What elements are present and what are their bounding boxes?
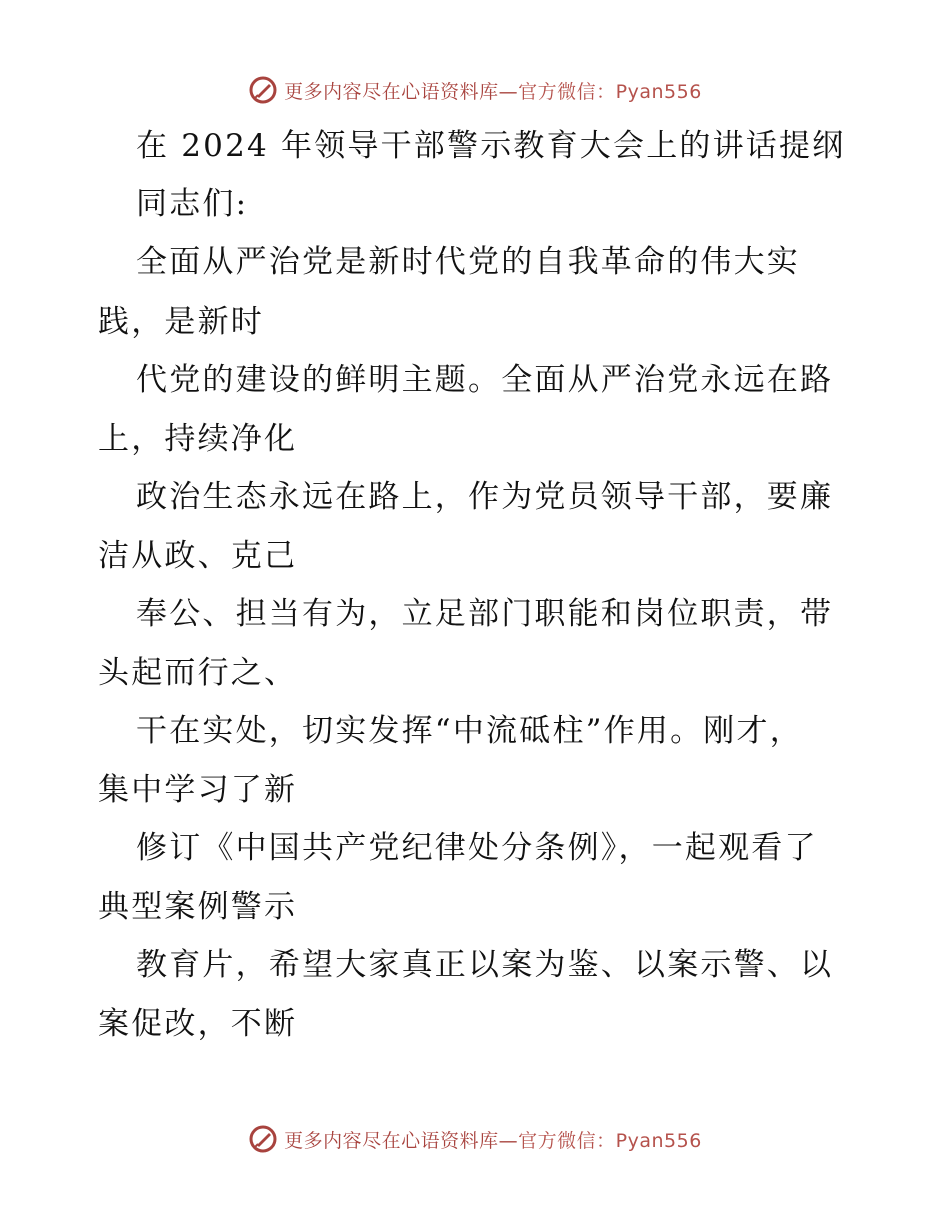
quill-logo-icon: [248, 75, 278, 105]
text-line: 上，持续净化: [98, 421, 298, 457]
document-title: 在 2024 年领导干部警示教育大会上的讲话提纲: [136, 128, 846, 164]
text-line: 教育片，希望大家真正以案为鉴、以案示警、以: [136, 947, 834, 983]
text-line: 同志们:: [136, 186, 249, 222]
text-line: 践，是新时: [98, 304, 264, 340]
text-line: 全面从严治党是新时代党的自我革命的伟大实: [136, 244, 800, 280]
text-line: 修订《中国共产党纪律处分条例》，一起观看了: [136, 830, 818, 866]
quill-logo-icon: [248, 1124, 278, 1154]
text-line: 案促改，不断: [98, 1006, 298, 1042]
text-line: 集中学习了新: [98, 772, 298, 808]
text-line: 代党的建设的鲜明主题。全面从严治党永远在路: [136, 362, 834, 398]
text-line: 奉公、担当有为，立足部门职能和岗位职责，带: [136, 596, 834, 632]
footer-watermark: [0, 1121, 950, 1157]
text-line: 政治生态永远在路上，作为党员领导干部，要廉: [136, 479, 834, 515]
text-line: 干在实处，切实发挥“中流砥柱”作用。刚才，: [136, 713, 803, 749]
watermark-text: 更多内容尽在心语资料库—官方微信：Pyan556: [284, 1129, 702, 1152]
header-watermark: [0, 72, 950, 108]
text-line: 典型案例警示: [98, 889, 298, 925]
text-line: 头起而行之、: [98, 655, 298, 691]
text-line: 洁从政、克己: [98, 538, 298, 574]
watermark-text: 更多内容尽在心语资料库—官方微信：Pyan556: [284, 80, 702, 103]
